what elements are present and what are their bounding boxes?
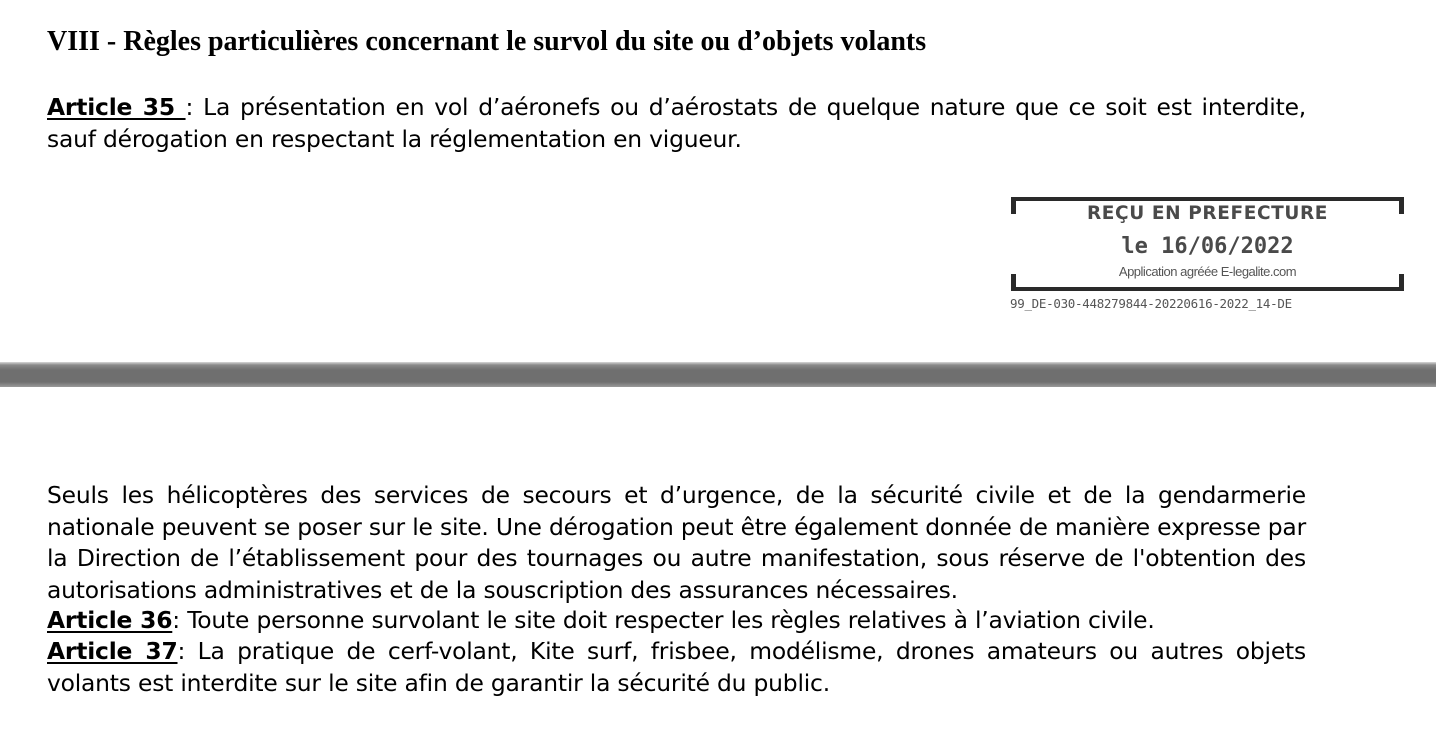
article-37-reference: Article 37	[47, 637, 178, 665]
stamp-title: REÇU EN PREFECTURE	[1086, 203, 1329, 224]
article-35-text: : La présentation en vol d’aéronefs ou d’aérostats de quelque nature que ce soit est interdite, sauf dérogation en respectant la réglementation en vigueur.	[47, 93, 1306, 153]
article-36-reference: Article 36	[47, 606, 173, 634]
stamp-date: le 16/06/2022	[1121, 234, 1294, 259]
prefecture-receipt-stamp	[1011, 197, 1404, 291]
article-35-paragraph	[47, 92, 1306, 155]
helicopters-paragraph: Seuls les hélicoptères des services de secours et d’urgence, de la sécurité civile et de la gendarmerie nationale peuvent se poser sur le site. Une dérogation peut être également donnée de manière expresse par la Direction de l’établissement pour des tournages ou autre manifestation, sous réserve de l'obtention des autorisations administratives et de la souscription des assurances nécessaires.	[47, 481, 1306, 604]
page-break-divider	[0, 362, 1436, 387]
document-page-top	[0, 0, 1436, 362]
article-36-paragraph	[47, 605, 1306, 637]
section-heading: VIII - Règles particulières concernant le survol du site ou d’objets volants	[47, 26, 927, 57]
article-36-text: : Toute personne survolant le site doit respecter les règles relatives à l’aviation civile.	[172, 606, 1155, 634]
article-37-text: : La pratique de cerf-volant, Kite surf, frisbee, modélisme, drones amateurs ou autres objets volants est interdite sur le site afin de garantir la sécurité du public.	[47, 637, 1306, 697]
article-35-reference: Article 35	[47, 93, 186, 121]
stamp-application: Application agréée E-legalite.com	[1118, 264, 1297, 279]
stamp-identifier: 99_DE-030-448279844-20220616-2022_14-DE	[1010, 296, 1292, 311]
article-37-paragraph	[47, 636, 1306, 699]
